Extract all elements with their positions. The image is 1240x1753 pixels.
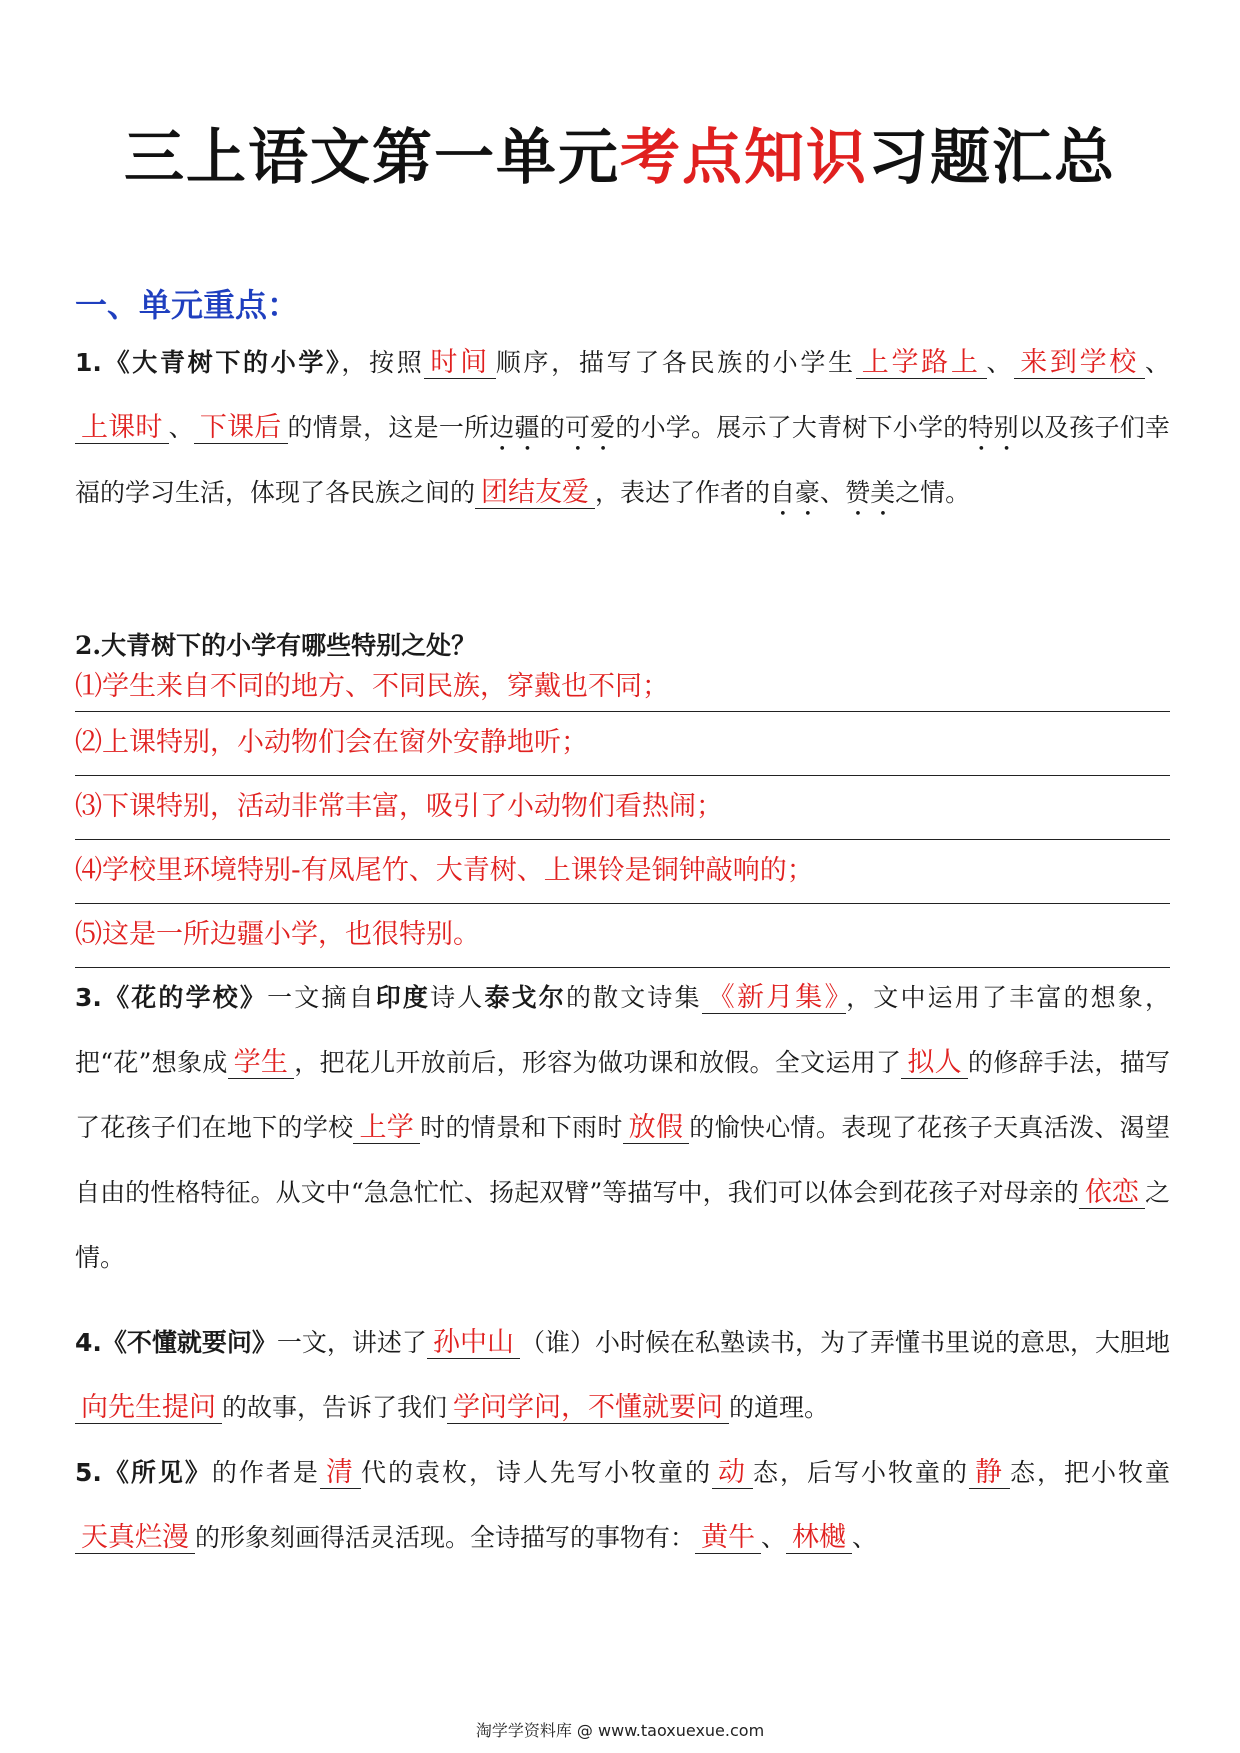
- answer-blank: 拟人: [901, 1047, 968, 1079]
- text: 的故事，告诉了我们: [222, 1393, 448, 1422]
- question-3-text: [75, 965, 1170, 1290]
- book-title: 《所见》: [101, 1458, 212, 1487]
- answer-blank: 上课时: [75, 412, 169, 444]
- answer-blank: 来到学校: [1014, 347, 1145, 379]
- question-1: [75, 330, 1170, 525]
- question-4-text: [75, 1310, 1170, 1440]
- emphasis-text: 特别: [968, 413, 1019, 442]
- text: 、: [1144, 348, 1170, 377]
- text: 顺序，描写了各民族的小学生: [495, 348, 856, 377]
- title-part2: 习题汇总: [868, 123, 1116, 193]
- answer-blank: 清: [320, 1457, 361, 1489]
- answer-blank: 学问学问，不懂就要问: [447, 1392, 729, 1424]
- text: 之情。: [895, 478, 971, 507]
- title-highlight: 考点知识: [620, 123, 868, 193]
- question-3: [75, 965, 1170, 1290]
- question-5-text: [75, 1440, 1170, 1570]
- answer-blank: 上学路上: [856, 347, 987, 379]
- text: 的: [539, 413, 565, 442]
- emphasis-text: 自豪: [770, 478, 821, 507]
- text: 一文，讲述了: [276, 1328, 427, 1357]
- text: 、: [168, 413, 194, 442]
- text: 的修辞手法，描写了花孩子们在地下的学校: [75, 1048, 1170, 1142]
- book-title: 《花的学校》: [101, 983, 268, 1012]
- answer-line-1: ⑴学生来自不同的地方、不同民族，穿戴也不同；: [75, 664, 1170, 712]
- book-title: 《不懂就要问》: [101, 1328, 277, 1357]
- text: 时的情景和下雨时: [420, 1113, 623, 1142]
- emphasis-text: 赞美: [845, 478, 896, 507]
- text: 的小学。展示了大青树下小学的: [615, 413, 969, 442]
- question-number: 5.: [75, 1458, 102, 1487]
- answer-blank: 学生: [228, 1047, 295, 1079]
- book-title: 《大青树下的小学》: [101, 348, 342, 377]
- question-1-text: [75, 330, 1170, 525]
- question-number: 4.: [75, 1328, 102, 1357]
- section-heading: 一、单元重点：: [75, 286, 300, 324]
- text: ，把花儿开放前后，形容为做功课和放假。全文运用了: [294, 1048, 902, 1077]
- answer-blank: 天真烂漫: [75, 1522, 195, 1554]
- question-2-text: 2.大青树下的小学有哪些特别之处？: [75, 631, 477, 660]
- answer-line-4: ⑷学校里环境特别-有凤尾竹、大青树、上课铃是铜钟敲响的；: [75, 840, 1170, 904]
- text: 、: [986, 348, 1015, 377]
- question-2: [75, 628, 1170, 968]
- answer-blank: 孙中山: [427, 1327, 520, 1359]
- text: 的道理。: [729, 1393, 830, 1422]
- poet: 泰戈尔: [484, 983, 566, 1012]
- text: 一文摘自: [267, 983, 376, 1012]
- answer-blank: 依恋: [1079, 1177, 1145, 1209]
- answer-line-5: ⑸这是一所边疆小学，也很特别。: [75, 904, 1170, 968]
- question-number: 3.: [75, 983, 102, 1012]
- text: 、: [761, 1523, 787, 1552]
- text: ，文中运用了丰富的想象，把“花”想象成: [75, 983, 1170, 1077]
- title-part1: 三上语文第一单元: [124, 123, 620, 193]
- emphasis-text: 边疆: [489, 413, 540, 442]
- text: 、: [820, 478, 846, 507]
- answer-blank: 《新月集》: [702, 982, 846, 1014]
- text: 之情。: [75, 1178, 1171, 1272]
- answer-blank: 黄牛: [695, 1522, 761, 1554]
- answer-blank: 时间: [424, 347, 495, 379]
- text: 态，后写小牧童的: [752, 1458, 969, 1487]
- answer-blank: 团结友爱: [475, 477, 595, 509]
- answer-line-3: ⑶下课特别，活动非常丰富，吸引了小动物们看热闹；: [75, 776, 1170, 840]
- page-title: [0, 110, 1240, 196]
- text: 的散文诗集: [565, 983, 702, 1012]
- answer-blank: 上学: [353, 1112, 420, 1144]
- text: 、: [852, 1523, 878, 1552]
- country: 印度: [375, 983, 431, 1012]
- answer-line-2: ⑵上课特别，小动物们会在窗外安静地听；: [75, 712, 1170, 776]
- footer-watermark: 淘学学资料库 @ www.taoxuexue.com: [475, 1721, 765, 1740]
- question-number: 1.: [75, 348, 102, 377]
- text: 诗人: [430, 983, 485, 1012]
- text: 的愉快心情。表现了花孩子天真活泼、渴望自由的性格特征。从文中“急急忙忙、扬起双臂”等描写中，我们可以体会到花孩子对母亲的: [75, 1113, 1170, 1207]
- answer-blank: 静: [969, 1457, 1010, 1489]
- answer-blank: 下课后: [194, 412, 288, 444]
- emphasis-text: 可爱: [564, 413, 616, 442]
- answer-blank: 放假: [623, 1112, 690, 1144]
- text: 态，把小牧童: [1010, 1458, 1171, 1487]
- question-4: [75, 1310, 1170, 1440]
- text: ，表达了作者的: [595, 478, 771, 507]
- text: 代的袁枚，诗人先写小牧童的: [360, 1458, 712, 1487]
- text: （谁）小时候在私塾读书，为了弄懂书里说的意思，大胆地: [519, 1328, 1170, 1357]
- text: 以及孩子们幸福的学习生活，体现了各民族之间的: [75, 413, 1170, 507]
- answer-blank: 动: [712, 1457, 753, 1489]
- answer-blank: 向先生提问: [75, 1392, 222, 1424]
- text: ，按照: [341, 348, 425, 377]
- text: 的作者是: [211, 1458, 320, 1487]
- text: 的形象刻画得活灵活现。全诗描写的事物有：: [195, 1523, 696, 1552]
- answer-blank: 林樾: [786, 1522, 852, 1554]
- question-5: [75, 1440, 1170, 1570]
- text: 的情景，这是一所: [287, 413, 490, 442]
